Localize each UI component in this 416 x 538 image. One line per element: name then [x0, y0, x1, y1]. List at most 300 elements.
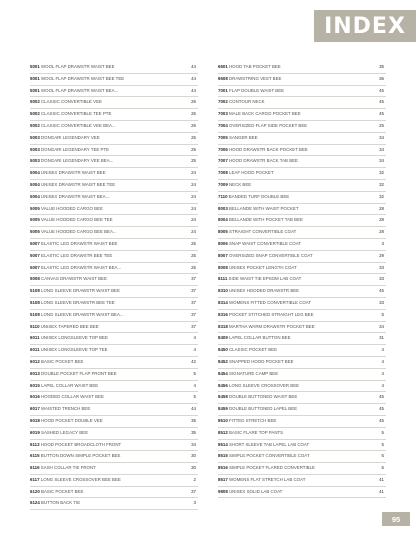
entry-page: 5 [381, 441, 384, 447]
entry-page: 5 [193, 370, 196, 376]
index-entry [218, 369, 386, 381]
entry-code: 6019 [30, 429, 40, 435]
entry-code: 5008 [30, 276, 40, 282]
entry-code: 8514 [218, 441, 228, 447]
entry-page: 33 [379, 264, 384, 270]
entry-page: 44 [191, 87, 196, 93]
index-entry [30, 404, 198, 416]
index-entry [30, 345, 198, 357]
entry-description: SANGER BEE [229, 134, 258, 140]
entry-description: MARTHA WARM DRAWSTR POCKET BEE [229, 323, 315, 329]
entry-page: 28 [379, 205, 384, 211]
index-entry [218, 156, 386, 168]
entry-code: 6016 [30, 394, 40, 400]
index-entry [30, 74, 198, 86]
index-entry [30, 440, 198, 452]
entry-code: 5004 [30, 193, 40, 199]
entry-description: SASH COLLAR TIE FRONT [40, 465, 96, 471]
entry-description: WOOL FLAP DRAWSTR WAIST BEE TEE [41, 75, 125, 81]
entry-code: 5007 [30, 264, 40, 270]
entry-description: MALE BACK CARGO POCKET BEE [229, 111, 301, 117]
entry-description: SNAP WAIST CONVERTIBLE COAT [229, 240, 301, 246]
entry-code: 7002 [218, 99, 228, 105]
entry-code: 8454 [218, 370, 228, 376]
entry-code: 6011 [30, 335, 40, 341]
entry-description: VALUE HOODED CARGO BEE [41, 205, 103, 211]
entry-description: BELLANDE WITH POCKET TAB BEE [229, 217, 303, 223]
entry-page: 35 [379, 64, 384, 69]
entry-page: 45 [379, 288, 384, 294]
entry-code: 8007 [218, 252, 228, 258]
index-entry [218, 345, 386, 357]
entry-page: 25 [191, 158, 196, 164]
entry-page: 25 [191, 252, 196, 258]
entry-code: 7004 [218, 122, 228, 128]
index-entry [30, 204, 198, 216]
entry-description: LAPEL COLLAR BUTTON BEE [229, 335, 291, 341]
entry-page: 30 [191, 465, 196, 471]
entry-page: 26 [191, 122, 196, 128]
entry-code: 5007 [30, 240, 40, 246]
entry-code: 5003 [30, 134, 40, 140]
entry-code: 8008 [218, 264, 228, 270]
entry-description: SIGNATURE CAMP BEE [229, 370, 279, 376]
entry-description: LONG SLEEVE DRAWSTR WAIST BEE [41, 288, 120, 294]
index-entry [30, 263, 198, 275]
entry-description: HOOD TAB POCKET BEE [229, 64, 281, 69]
entry-description: BANDED TURF DOUBLE BEE [228, 193, 290, 199]
index-entry [218, 404, 386, 416]
entry-description: UNISEX DRAWSTR WAIST BEE [41, 170, 106, 176]
index-entry [30, 133, 198, 145]
entry-description: BELLANDE WITH WAIST POCKET [229, 205, 299, 211]
entry-page: 25 [379, 122, 384, 128]
entry-page: 41 [379, 476, 384, 482]
index-entry [218, 251, 386, 263]
index-entry [30, 215, 198, 227]
entry-description: LONG SLEEVE CROSSOVER BEE [229, 382, 300, 388]
entry-code: 8409 [218, 335, 228, 341]
index-entry [218, 463, 386, 475]
entry-description: WOMENS FITTED CONVERTIBLE COAT [229, 299, 312, 305]
index-entry [218, 62, 386, 74]
entry-page: 34 [379, 134, 384, 140]
entry-description: BASIC POCKET BEE [41, 488, 84, 494]
entry-code: 6120 [30, 488, 40, 494]
entry-page: 25 [191, 146, 196, 152]
entry-description: ELASTIC LEG DRAWSTR BEE TEE [41, 252, 113, 258]
entry-page: 33 [379, 299, 384, 305]
entry-page: 24 [191, 205, 196, 211]
entry-description: CLASSIC CONVERTIBLE VEE BEA... [41, 122, 116, 128]
entry-code: 5110 [30, 323, 40, 329]
entry-description: UNISEX DRAWSTR WAIST BEA... [41, 193, 110, 199]
index-entry [30, 251, 198, 263]
entry-page: 26 [191, 99, 196, 105]
entry-page: 24 [191, 181, 196, 187]
entry-description: UNISEX TAPERED BEE BEE [40, 323, 99, 329]
entry-description: UNISEX SOLID LAB COAT [229, 488, 283, 494]
entry-code: 6011 [30, 347, 40, 353]
entry-description: UNISEX LONGSLEEVE TOP TEE [40, 347, 108, 353]
entry-page: 3 [193, 500, 196, 506]
entry-code: 6508 [218, 75, 228, 81]
entry-description: DOUBLE BUTTONED LAPEL BEE [229, 406, 298, 412]
index-entry [218, 475, 386, 487]
index-entry [218, 381, 386, 393]
index-entry [218, 428, 386, 440]
entry-code: 5003 [30, 158, 40, 164]
index-entry [30, 298, 198, 310]
index-header-band [314, 10, 416, 42]
index-entry [218, 487, 386, 499]
entry-code: 6017 [30, 406, 40, 412]
index-entry [218, 322, 386, 334]
entry-page: 5 [381, 429, 384, 435]
index-entry [30, 145, 198, 157]
entry-page: 44 [191, 75, 196, 81]
entry-description: BASIC FLARE TOP PANTS [229, 429, 284, 435]
entry-description: VALUE HOODED CARGO BEE TEE [41, 217, 113, 223]
entry-code: 8314 [218, 299, 228, 305]
entry-description: WOOL FLAP DRAWSTR WAIST BEE [41, 64, 115, 69]
entry-page: 37 [191, 288, 196, 294]
entry-page: 24 [191, 229, 196, 235]
index-entry [218, 239, 386, 251]
index-entry [30, 357, 198, 369]
entry-code: 8318 [218, 323, 228, 329]
entry-page: 32 [379, 181, 384, 187]
entry-page: 34 [191, 441, 196, 447]
entry-code: 8006 [218, 240, 228, 246]
index-entry [30, 180, 198, 192]
page-title: INDEX [324, 13, 406, 39]
index-entry [218, 121, 386, 133]
entry-page: 25 [191, 240, 196, 246]
index-entry [218, 298, 386, 310]
entry-description: DONGARI LEGENDARY VEE BEA... [41, 158, 114, 164]
entry-description: WAISTED TRENCH BEE [41, 406, 91, 412]
index-entry [218, 357, 386, 369]
entry-description: CONTOUR NECK [229, 99, 265, 105]
entry-code: 8517 [218, 476, 228, 482]
entry-code: 8316 [218, 311, 228, 317]
index-entry [30, 322, 198, 334]
entry-description: LEAF HOOD POCKET [229, 170, 274, 176]
index-entry [218, 133, 386, 145]
entry-description: SIDE WAIST TIE EPSOM LAB COAT [228, 276, 302, 282]
index-entry [30, 168, 198, 180]
entry-code: 5007 [30, 252, 40, 258]
entry-page: 33 [379, 276, 384, 282]
entry-code: 5002 [30, 122, 40, 128]
entry-code: 5004 [30, 181, 40, 187]
index-entry [30, 227, 198, 239]
entry-code: 5004 [30, 170, 40, 176]
entry-page: 45 [379, 417, 384, 423]
entry-code: 8516 [218, 465, 228, 471]
entry-code: 5005 [30, 205, 40, 211]
entry-code: 8005 [218, 229, 228, 235]
index-entry [30, 498, 198, 510]
entry-code: 6113 [30, 441, 40, 447]
entry-description: ELASTIC LEG DRAWSTR WAIST BEA... [41, 264, 122, 270]
index-entry [30, 86, 198, 98]
index-column-left [30, 62, 198, 510]
index-entry [30, 192, 198, 204]
entry-code: 8512 [218, 429, 228, 435]
entry-description: UNISEX HOODED DRAWSTR BEE [229, 288, 300, 294]
index-entry [30, 156, 198, 168]
entry-code: 6013 [30, 370, 40, 376]
index-entry [218, 192, 386, 204]
entry-page: 44 [191, 64, 196, 69]
entry-code: 6012 [30, 358, 40, 364]
entry-code: 5001 [30, 64, 40, 69]
index-entry [218, 180, 386, 192]
entry-page: 25 [191, 264, 196, 270]
entry-description: DONGARI LEGENDARY VEE [41, 134, 100, 140]
entry-code: 5002 [30, 111, 40, 117]
entry-code: 5005 [30, 217, 40, 223]
entry-page: 34 [379, 146, 384, 152]
entry-code: 5005 [30, 229, 40, 235]
entry-page: 4 [193, 382, 196, 388]
index-entry [30, 109, 198, 121]
entry-code: 7003 [218, 111, 228, 117]
entry-description: SHORT SLEEVE TAB LAPEL LAB COAT [229, 441, 310, 447]
entry-code: 8515 [218, 453, 228, 459]
entry-code: 8458 [218, 394, 228, 400]
entry-page: 5 [381, 465, 384, 471]
entry-page: 28 [379, 217, 384, 223]
entry-description: HOOD DRAWSTR BACK TAB BEE [229, 158, 298, 164]
index-entry [218, 440, 386, 452]
entry-code: 5001 [30, 75, 40, 81]
entry-code: 8450 [218, 347, 228, 353]
index-entry [218, 204, 386, 216]
index-entry [218, 74, 386, 86]
entry-description: ELASTIC LEG DRAWSTR WAIST BEE [41, 240, 118, 246]
entry-description: LONG SLEEVE DRAWSTR BEE TEE [41, 299, 115, 305]
entry-page: 44 [191, 406, 196, 412]
entry-code: 6124 [30, 500, 40, 506]
index-entry [218, 274, 386, 286]
entry-page: 37 [191, 276, 196, 282]
entry-description: UNISEX DRAWSTR WAIST BEE TEE [41, 181, 116, 187]
entry-code: 7008 [218, 170, 228, 176]
index-entry [30, 97, 198, 109]
entry-description: SNAPPED HOOD POCKET BEE [229, 358, 294, 364]
entry-description: SASHED LEGACY BEE [41, 429, 89, 435]
entry-code: 5108 [30, 311, 40, 317]
entry-page: 34 [379, 323, 384, 329]
index-entry [30, 451, 198, 463]
entry-code: 7005 [218, 134, 228, 140]
entry-code: 8456 [218, 382, 228, 388]
entry-code: 7001 [218, 87, 228, 93]
entry-code: 5001 [30, 87, 40, 93]
entry-code: 8003 [218, 205, 228, 211]
index-entry [218, 333, 386, 345]
index-entry [30, 62, 198, 74]
entry-page: 24 [191, 193, 196, 199]
entry-description: HOOD POCKET BROADCLOTH FRONT [40, 441, 122, 447]
entry-page: 2 [193, 476, 196, 482]
entry-page: 35 [191, 429, 196, 435]
entry-page: 41 [379, 488, 384, 494]
index-entry [218, 145, 386, 157]
index-entry [218, 215, 386, 227]
index-entry [218, 286, 386, 298]
index-entry [30, 333, 198, 345]
entry-description: FLAP DOUBLE WAIST BEE [229, 87, 285, 93]
entry-description: DOUBLE POCKET FLAP FRONT BEE [41, 370, 117, 376]
entry-page: 30 [191, 453, 196, 459]
entry-code: 7006 [218, 146, 228, 152]
index-entry [218, 168, 386, 180]
entry-page: 35 [191, 417, 196, 423]
entry-description: FITTED STRETCH BEE [229, 417, 277, 423]
entry-description: CLASSIC POCKET BEE [229, 347, 278, 353]
entry-code: 6116 [30, 465, 40, 471]
entry-description: DOUBLE BUTTONED WAIST BEE [229, 394, 298, 400]
entry-description: SIMPLE POCKET CONVERTIBLE COAT [229, 453, 310, 459]
entry-code: 7110 [218, 193, 228, 199]
entry-description: BUTTON DOWN SIMPLE POCKET BEE [40, 453, 121, 459]
index-column-right [218, 62, 386, 498]
index-entry [30, 475, 198, 487]
index-entry [218, 109, 386, 121]
entry-description: VALUE HOODED CARGO BEE BEA... [41, 229, 117, 235]
entry-description: STRAIGHT CONVERTIBLE COAT [229, 229, 297, 235]
entry-code: 5108 [30, 299, 40, 305]
entry-page: 45 [379, 406, 384, 412]
entry-code: 8310 [218, 288, 228, 294]
index-entry [30, 274, 198, 286]
index-entry [218, 451, 386, 463]
entry-code: 8004 [218, 217, 228, 223]
entry-page: 32 [379, 170, 384, 176]
index-entry [218, 227, 386, 239]
entry-description: POCKET STITCHED STRAIGHT LEG BEE [229, 311, 314, 317]
entry-code: 6501 [218, 64, 228, 69]
entry-code: 7009 [218, 181, 228, 187]
entry-description: UNISEX LONGSLEEVE TOP BEE [40, 335, 108, 341]
index-entry [30, 428, 198, 440]
index-entry [218, 310, 386, 322]
entry-page: 4 [381, 347, 384, 353]
index-entry [30, 369, 198, 381]
entry-page: 26 [191, 111, 196, 117]
index-entry [218, 86, 386, 98]
entry-description: LAPEL COLLAR WAIST BEE [41, 382, 99, 388]
entry-page: 24 [191, 170, 196, 176]
entry-page: 37 [191, 488, 196, 494]
entry-description: CLASSIC CONVERTIBLE VEE [41, 99, 102, 105]
entry-page: 36 [379, 75, 384, 81]
index-entry [30, 392, 198, 404]
entry-description: LONG SLEEVE CROSSOVER BEE BEE [40, 476, 121, 482]
entry-code: 7007 [218, 158, 228, 164]
index-entry [218, 392, 386, 404]
entry-page: 37 [191, 311, 196, 317]
entry-description: HOOD POCKET DOUBLE VEE [41, 417, 103, 423]
entry-description: DONGARI LEGENDARY TEE PTE [41, 146, 110, 152]
index-entry [30, 239, 198, 251]
entry-description: OVERSIZED SNAP CONVERTIBLE COAT [229, 252, 313, 258]
entry-code: 8452 [218, 358, 228, 364]
entry-page: 42 [191, 358, 196, 364]
entry-page: 24 [191, 217, 196, 223]
entry-page: 4 [381, 358, 384, 364]
entry-page: 5 [193, 394, 196, 400]
entry-description: BASIC POCKET BEE [41, 358, 84, 364]
entry-description: WOOL FLAP DRAWSTR WAIST BEA... [41, 87, 119, 93]
entry-page: 4 [193, 335, 196, 341]
entry-description: DRAWSTRING VEST BEE [229, 75, 282, 81]
entry-description: LONG SLEEVE DRAWSTR WAIST BEA... [41, 311, 124, 317]
entry-page: 4 [381, 370, 384, 376]
entry-description: BUTTON BACK TIE [41, 500, 81, 506]
entry-page: 5 [381, 311, 384, 317]
entry-page: 37 [191, 299, 196, 305]
index-entry [218, 97, 386, 109]
entry-code: 8510 [218, 417, 228, 423]
page-number: 95 [382, 512, 410, 526]
entry-page: 32 [379, 193, 384, 199]
entry-code: 6018 [30, 417, 40, 423]
entry-page: 4 [193, 347, 196, 353]
entry-code: 6015 [30, 382, 40, 388]
index-entry [30, 487, 198, 499]
entry-code: 6115 [30, 453, 40, 459]
entry-page: 45 [379, 394, 384, 400]
entry-page: 4 [381, 382, 384, 388]
entry-code: 6117 [30, 476, 40, 482]
index-entry [30, 416, 198, 428]
index-entry [30, 381, 198, 393]
entry-page: 29 [379, 252, 384, 258]
entry-description: NECK BEE [229, 181, 252, 187]
index-entry [30, 310, 198, 322]
index-entry [30, 286, 198, 298]
entry-code: 5003 [30, 146, 40, 152]
entry-description: HOOD DRAWSTR BACK POCKET BEE [229, 146, 308, 152]
entry-page: 31 [379, 335, 384, 341]
entry-code: 8111 [218, 276, 228, 282]
entry-page: 37 [191, 323, 196, 329]
entry-page: 25 [191, 134, 196, 140]
entry-description: WOMENS FLAT STRETCH LAB COAT [229, 476, 306, 482]
entry-page: 3 [381, 240, 384, 246]
entry-description: CANVAS DRAWSTR WAIST BEE [41, 276, 107, 282]
entry-description: OVERSIZED FLAP SIDE POCKET BEE [229, 122, 308, 128]
index-entry [30, 121, 198, 133]
entry-page: 34 [379, 158, 384, 164]
entry-description: CLASSIC CONVERTIBLE TEE PTE [41, 111, 112, 117]
entry-page: 5 [381, 453, 384, 459]
entry-page: 45 [379, 87, 384, 93]
entry-description: HOODED COLLAR WAIST BEE [41, 394, 104, 400]
entry-code: 5108 [30, 288, 40, 294]
index-entry [30, 463, 198, 475]
entry-code: 9808 [218, 488, 228, 494]
entry-page: 45 [379, 111, 384, 117]
index-entry [218, 416, 386, 428]
entry-description: SIMPLE POCKET FLARED CONVERTIBLE [229, 465, 315, 471]
entry-description: UNISEX POCKET LENGTH COAT [229, 264, 297, 270]
